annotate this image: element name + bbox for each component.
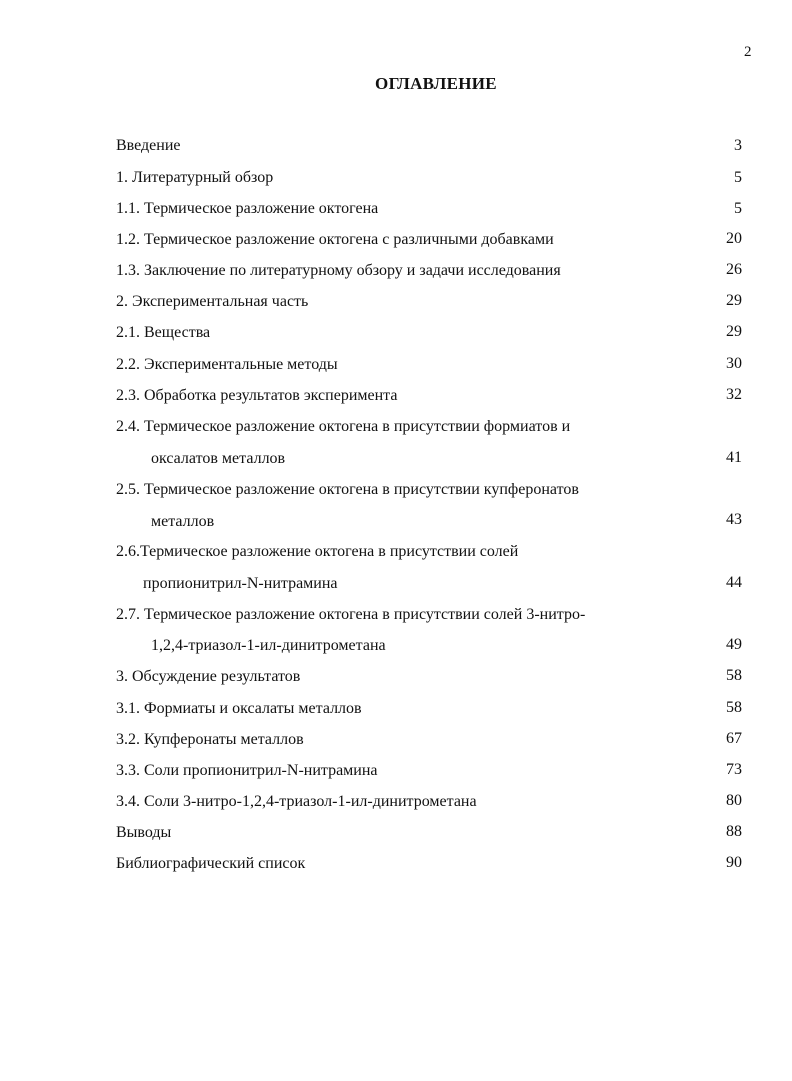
toc-entry-conclusions: Выводы (116, 824, 172, 841)
toc-entry-2-4-continued: оксалатов металлов (151, 450, 286, 467)
toc-page-number: 49 (726, 636, 742, 653)
toc-entry-3-2: 3.2. Купферонаты металлов (116, 731, 304, 748)
toc-entry-2-7: 2.7. Термическое разложение октогена в присутствии солей 3-нитро- (116, 606, 586, 623)
toc-entry-3-4: 3.4. Соли 3-нитро-1,2,4-триазол-1-ил-динитрометана (116, 793, 477, 810)
toc-entry-2-5: 2.5. Термическое разложение октогена в присутствии купферонатов (116, 481, 579, 498)
toc-entry-2-4: 2.4. Термическое разложение октогена в присутствии формиатов и (116, 418, 571, 435)
toc-page-number: 58 (726, 667, 742, 684)
toc-entry-1-2: 1.2. Термическое разложение октогена с различными добавками (116, 231, 554, 248)
toc-page-number: 90 (726, 854, 742, 871)
toc-page-number: 32 (726, 386, 742, 403)
toc-page-number: 3 (734, 137, 742, 154)
toc-entry-1-1: 1.1. Термическое разложение октогена (116, 200, 379, 217)
toc-entry-bibliography: Библиографический список (116, 855, 306, 872)
toc-page-number: 44 (726, 574, 742, 591)
toc-page-number: 41 (726, 449, 742, 466)
page-number: 2 (744, 44, 752, 60)
toc-page-number: 29 (726, 323, 742, 340)
toc-page-number: 73 (726, 761, 742, 778)
toc-page-number: 43 (726, 511, 742, 528)
toc-page-number: 26 (726, 261, 742, 278)
toc-entry-3-1: 3.1. Формиаты и оксалаты металлов (116, 700, 362, 717)
toc-page-number: 5 (734, 169, 742, 186)
toc-entry-2-1: 2.1. Вещества (116, 324, 211, 341)
page-title: ОГЛАВЛЕНИЕ (375, 74, 497, 93)
toc-entry-2: 2. Экспериментальная часть (116, 293, 309, 310)
toc-entry-2-7-continued: 1,2,4-триазол-1-ил-динитрометана (151, 637, 386, 654)
toc-entry-2-2: 2.2. Экспериментальные методы (116, 356, 338, 373)
toc-page-number: 20 (726, 230, 742, 247)
toc-entry-2-5-continued: металлов (151, 513, 215, 530)
toc-entry-3: 3. Обсуждение результатов (116, 668, 301, 685)
toc-entry-2-3: 2.3. Обработка результатов эксперимента (116, 387, 398, 404)
toc-entry-2-6-continued: пропионитрил-N-нитрамина (143, 575, 338, 592)
toc-page-number: 88 (726, 823, 742, 840)
toc-page-number: 67 (726, 730, 742, 747)
toc-page-number: 58 (726, 699, 742, 716)
toc-page-number: 80 (726, 792, 742, 809)
toc-page-number: 30 (726, 355, 742, 372)
toc-entry-3-3: 3.3. Соли пропионитрил-N-нитрамина (116, 762, 378, 779)
toc-entry-introduction: Введение (116, 137, 181, 154)
toc-entry-2-6: 2.6.Термическое разложение октогена в присутствии солей (116, 543, 519, 560)
toc-entry-1-3: 1.3. Заключение по литературному обзору и задачи исследования (116, 262, 561, 279)
toc-page-number: 5 (734, 200, 742, 217)
toc-entry-1: 1. Литературный обзор (116, 169, 274, 186)
toc-page-number: 29 (726, 292, 742, 309)
